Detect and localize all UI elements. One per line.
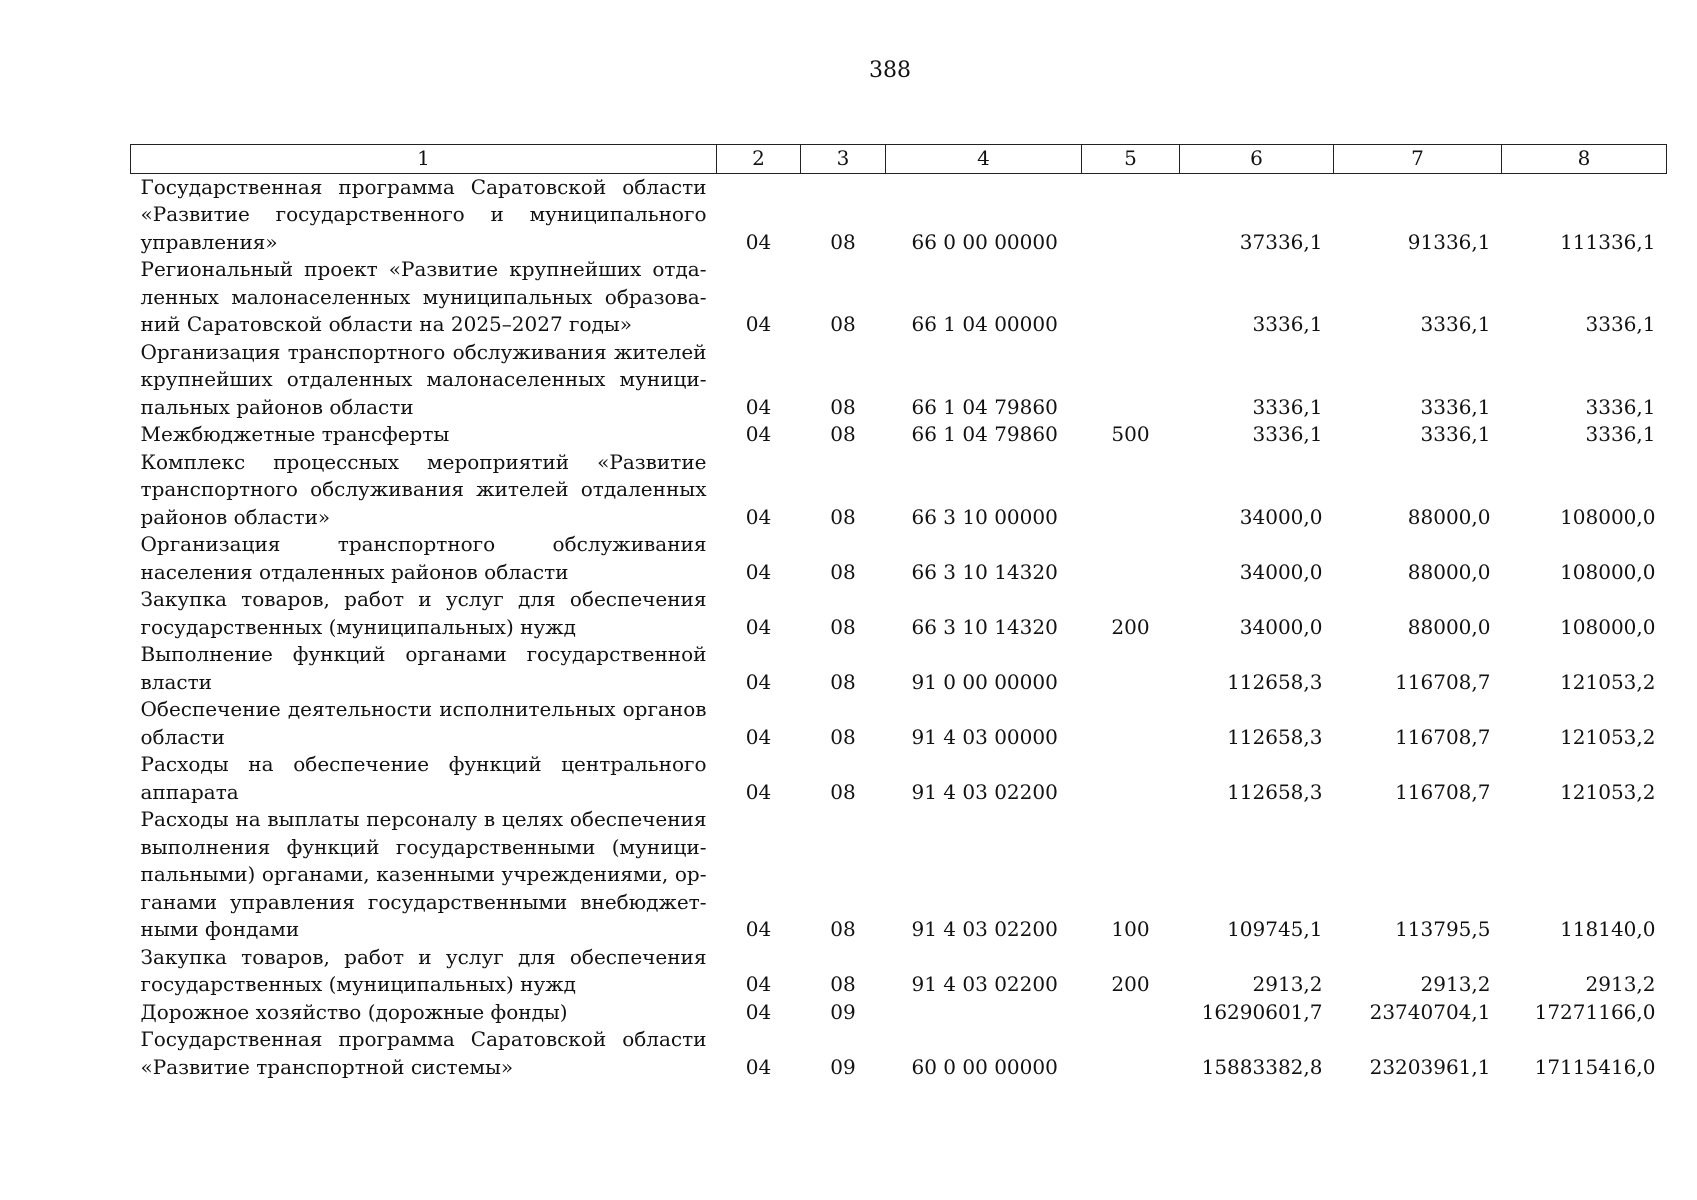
row-expense-type — [1082, 999, 1180, 1027]
row-name: Организация транспортного обслуживания жителей крупнейших отдаленных малонаселенных муниципальных районов области — [140, 339, 707, 419]
row-target-code — [886, 999, 1082, 1027]
row-section-code: 04 — [745, 1054, 772, 1079]
row-amount-col6: 112658,3 — [1227, 669, 1323, 694]
table-row — [131, 421, 1667, 449]
row-name: Организация транспортного обслуживания населения отдаленных районов области — [140, 532, 707, 584]
table-row — [131, 586, 1667, 641]
row-amount-col8: 17115416,0 — [1534, 1054, 1656, 1079]
row-amount-col6: 112658,3 — [1227, 779, 1323, 804]
row-amount-col7: 3336,1 — [1420, 312, 1491, 336]
row-section-code: 04 — [745, 559, 772, 584]
row-section-code: 04 — [745, 422, 772, 446]
table-row — [131, 1026, 1667, 1081]
row-amount-col7: 2913,2 — [1420, 972, 1491, 996]
row-expense-type: 500 — [1111, 422, 1150, 446]
row-section-code: 04 — [745, 779, 772, 804]
row-name: Государственная программа Саратовской области «Развитие транспортной системы» — [140, 1027, 707, 1079]
table-row — [131, 173, 1667, 256]
row-amount-col7: 91336,1 — [1407, 229, 1491, 254]
row-section-code: 04 — [745, 614, 772, 639]
row-section-code: 04 — [745, 917, 772, 941]
row-target-code: 66 1 04 79860 — [911, 394, 1058, 419]
row-amount-col8: 108000,0 — [1560, 559, 1656, 584]
row-target-code: 66 1 04 79860 — [911, 422, 1058, 446]
row-section-code: 04 — [745, 724, 772, 749]
row-expense-type: 200 — [1111, 614, 1150, 639]
row-subsection-code: 09 — [830, 999, 856, 1024]
row-section-code: 04 — [745, 504, 772, 529]
row-target-code: 66 1 04 00000 — [911, 312, 1058, 336]
row-amount-col6: 112658,3 — [1227, 724, 1323, 749]
row-target-code: 91 4 03 02200 — [911, 917, 1058, 941]
row-target-code: 66 3 10 00000 — [911, 504, 1058, 529]
row-section-code: 04 — [745, 394, 772, 419]
row-amount-col8: 2913,2 — [1585, 972, 1656, 996]
row-subsection-code: 08 — [830, 614, 856, 639]
col-header-4: 4 — [886, 145, 1082, 174]
row-amount-col6: 37336,1 — [1239, 229, 1323, 254]
row-amount-col6: 2913,2 — [1252, 972, 1323, 996]
row-name: Выполнение функций органами государственной власти — [140, 642, 707, 694]
row-target-code: 66 0 00 00000 — [911, 229, 1058, 254]
table-row — [131, 696, 1667, 751]
row-expense-type — [1082, 531, 1180, 586]
row-expense-type — [1082, 751, 1180, 806]
row-section-code: 04 — [745, 999, 772, 1024]
row-amount-col8: 118140,0 — [1560, 917, 1656, 941]
row-amount-col7: 3336,1 — [1420, 394, 1491, 419]
row-amount-col6: 34000,0 — [1239, 504, 1323, 529]
row-subsection-code: 08 — [830, 229, 856, 254]
row-subsection-code: 08 — [830, 972, 856, 996]
row-amount-col8: 3336,1 — [1585, 422, 1656, 446]
row-expense-type — [1082, 641, 1180, 696]
row-amount-col6: 3336,1 — [1252, 422, 1323, 446]
table-row — [131, 751, 1667, 806]
row-amount-col8: 111336,1 — [1560, 229, 1656, 254]
row-section-code: 04 — [745, 229, 772, 254]
col-header-3: 3 — [801, 145, 886, 174]
row-expense-type — [1082, 339, 1180, 422]
row-amount-col6: 34000,0 — [1239, 614, 1323, 639]
row-subsection-code: 08 — [830, 312, 856, 336]
row-expense-type — [1082, 1026, 1180, 1081]
row-subsection-code: 08 — [830, 669, 856, 694]
row-amount-col8: 108000,0 — [1560, 504, 1656, 529]
row-section-code: 04 — [745, 312, 772, 336]
row-amount-col7: 23203961,1 — [1369, 1054, 1491, 1079]
row-amount-col7: 116708,7 — [1395, 669, 1491, 694]
row-amount-col7: 113795,5 — [1395, 917, 1491, 941]
row-amount-col8: 3336,1 — [1585, 312, 1656, 336]
row-expense-type: 200 — [1111, 972, 1150, 996]
col-header-5: 5 — [1082, 145, 1180, 174]
table-row — [131, 531, 1667, 586]
table-row — [131, 449, 1667, 532]
table-row — [131, 806, 1667, 944]
col-header-8: 8 — [1502, 145, 1667, 174]
row-name: Межбюджетные трансферты — [140, 422, 450, 446]
row-section-code: 04 — [745, 669, 772, 694]
row-target-code: 60 0 00 00000 — [911, 1054, 1058, 1079]
row-expense-type — [1082, 173, 1180, 256]
row-amount-col7: 116708,7 — [1395, 779, 1491, 804]
row-amount-col6: 3336,1 — [1252, 394, 1323, 419]
row-amount-col6: 34000,0 — [1239, 559, 1323, 584]
col-header-1: 1 — [131, 145, 717, 174]
row-subsection-code: 08 — [830, 422, 856, 446]
row-target-code: 66 3 10 14320 — [911, 614, 1058, 639]
row-amount-col7: 88000,0 — [1407, 559, 1491, 584]
row-name: Обеспечение деятельности исполнительных органов области — [140, 697, 707, 749]
row-amount-col6: 3336,1 — [1252, 312, 1323, 336]
row-amount-col6: 15883382,8 — [1201, 1054, 1323, 1079]
row-amount-col8: 121053,2 — [1560, 669, 1656, 694]
row-name: Расходы на выплаты персоналу в целях обеспечения выполнения функций государственными (муниципальными) органами, казенными учреждениями, органами управления государственными внебюджетными фондами — [140, 807, 707, 941]
row-subsection-code: 08 — [830, 917, 856, 941]
row-name: Комплекс процессных мероприятий «Развитие транспортного обслуживания жителей отдаленных районов области» — [140, 449, 707, 529]
row-expense-type — [1082, 696, 1180, 751]
row-subsection-code: 08 — [830, 779, 856, 804]
row-expense-type — [1082, 256, 1180, 339]
row-name: Региональный проект «Развитие крупнейших отдаленных малонаселенных муниципальных образований Саратовской области на 2025–2027 годы» — [140, 257, 707, 336]
row-target-code: 91 0 00 00000 — [911, 669, 1058, 694]
table-row — [131, 999, 1667, 1027]
row-target-code: 91 4 03 02200 — [911, 972, 1058, 996]
row-subsection-code: 08 — [830, 394, 856, 419]
row-amount-col8: 121053,2 — [1560, 724, 1656, 749]
table-row — [131, 256, 1667, 339]
column-number-header — [131, 145, 1667, 174]
row-section-code: 04 — [745, 972, 772, 996]
page-number: 388 — [869, 58, 911, 83]
row-target-code: 91 4 03 02200 — [911, 779, 1058, 804]
row-subsection-code: 08 — [830, 504, 856, 529]
row-target-code: 91 4 03 00000 — [911, 724, 1058, 749]
row-amount-col6: 16290601,7 — [1201, 999, 1323, 1024]
row-subsection-code: 09 — [830, 1054, 856, 1079]
budget-table — [130, 144, 1667, 1081]
row-name: Дорожное хозяйство (дорожные фонды) — [140, 999, 568, 1024]
row-amount-col8: 17271166,0 — [1534, 999, 1656, 1024]
row-name: Государственная программа Саратовской области «Развитие государственного и муниципального управления» — [140, 174, 707, 254]
row-amount-col6: 109745,1 — [1227, 917, 1323, 941]
table-row — [131, 641, 1667, 696]
row-amount-col7: 88000,0 — [1407, 614, 1491, 639]
row-amount-col7: 116708,7 — [1395, 724, 1491, 749]
row-amount-col7: 23740704,1 — [1369, 999, 1491, 1024]
row-amount-col8: 3336,1 — [1585, 394, 1656, 419]
row-name: Закупка товаров, работ и услуг для обеспечения государственных (муниципальных) нужд — [140, 587, 707, 639]
row-target-code: 66 3 10 14320 — [911, 559, 1058, 584]
row-subsection-code: 08 — [830, 559, 856, 584]
row-expense-type — [1082, 449, 1180, 532]
col-header-7: 7 — [1334, 145, 1502, 174]
col-header-6: 6 — [1180, 145, 1334, 174]
row-amount-col8: 121053,2 — [1560, 779, 1656, 804]
row-expense-type: 100 — [1111, 917, 1150, 941]
row-amount-col7: 3336,1 — [1420, 422, 1491, 446]
row-amount-col8: 108000,0 — [1560, 614, 1656, 639]
row-subsection-code: 08 — [830, 724, 856, 749]
row-name: Закупка товаров, работ и услуг для обеспечения государственных (муниципальных) нужд — [140, 944, 707, 996]
row-name: Расходы на обеспечение функций центрального аппарата — [140, 752, 707, 804]
table-row — [131, 944, 1667, 999]
col-header-2: 2 — [717, 145, 801, 174]
table-row — [131, 339, 1667, 422]
row-amount-col7: 88000,0 — [1407, 504, 1491, 529]
